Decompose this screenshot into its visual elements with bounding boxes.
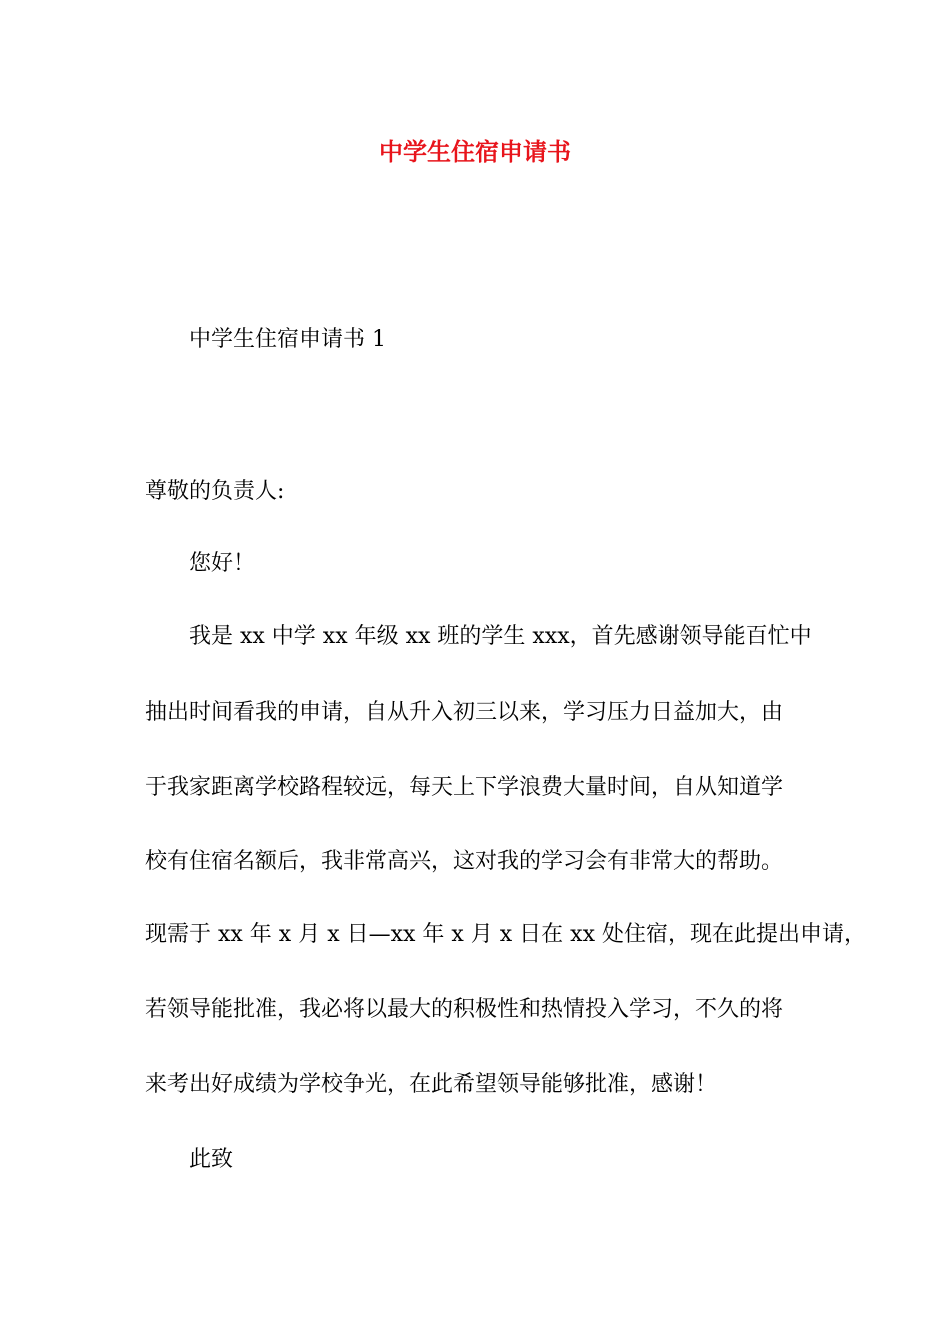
body-line: 我是 xx 中学 xx 年级 xx 班的学生 xxx，首先感谢领导能百忙中 <box>189 624 812 649</box>
greeting: 您好！ <box>189 551 256 576</box>
document-title: 中学生住宿申请书 <box>379 137 571 166</box>
body-line: 来考出好成绩为学校争光，在此希望领导能够批准，感谢！ <box>145 1072 718 1097</box>
body-line: 若领导能批准，我必将以最大的积极性和热情投入学习，不久的将 <box>145 997 784 1022</box>
body-line: 于我家距离学校路程较远，每天上下学浪费大量时间，自从知道学 <box>145 775 784 800</box>
body-line: 校有住宿名额后，我非常高兴，这对我的学习会有非常大的帮助。 <box>145 849 784 874</box>
body-line: 抽出时间看我的申请，自从升入初三以来，学习压力日益加大，由 <box>145 700 784 725</box>
closing: 此致 <box>189 1147 234 1172</box>
salutation: 尊敬的负责人: <box>145 479 285 504</box>
section-heading: 中学生住宿申请书 1 <box>189 327 386 352</box>
body-line: 现需于 xx 年 x 月 x 日—xx 年 x 月 x 日在 xx 处住宿，现在此提出申请， <box>145 922 866 947</box>
